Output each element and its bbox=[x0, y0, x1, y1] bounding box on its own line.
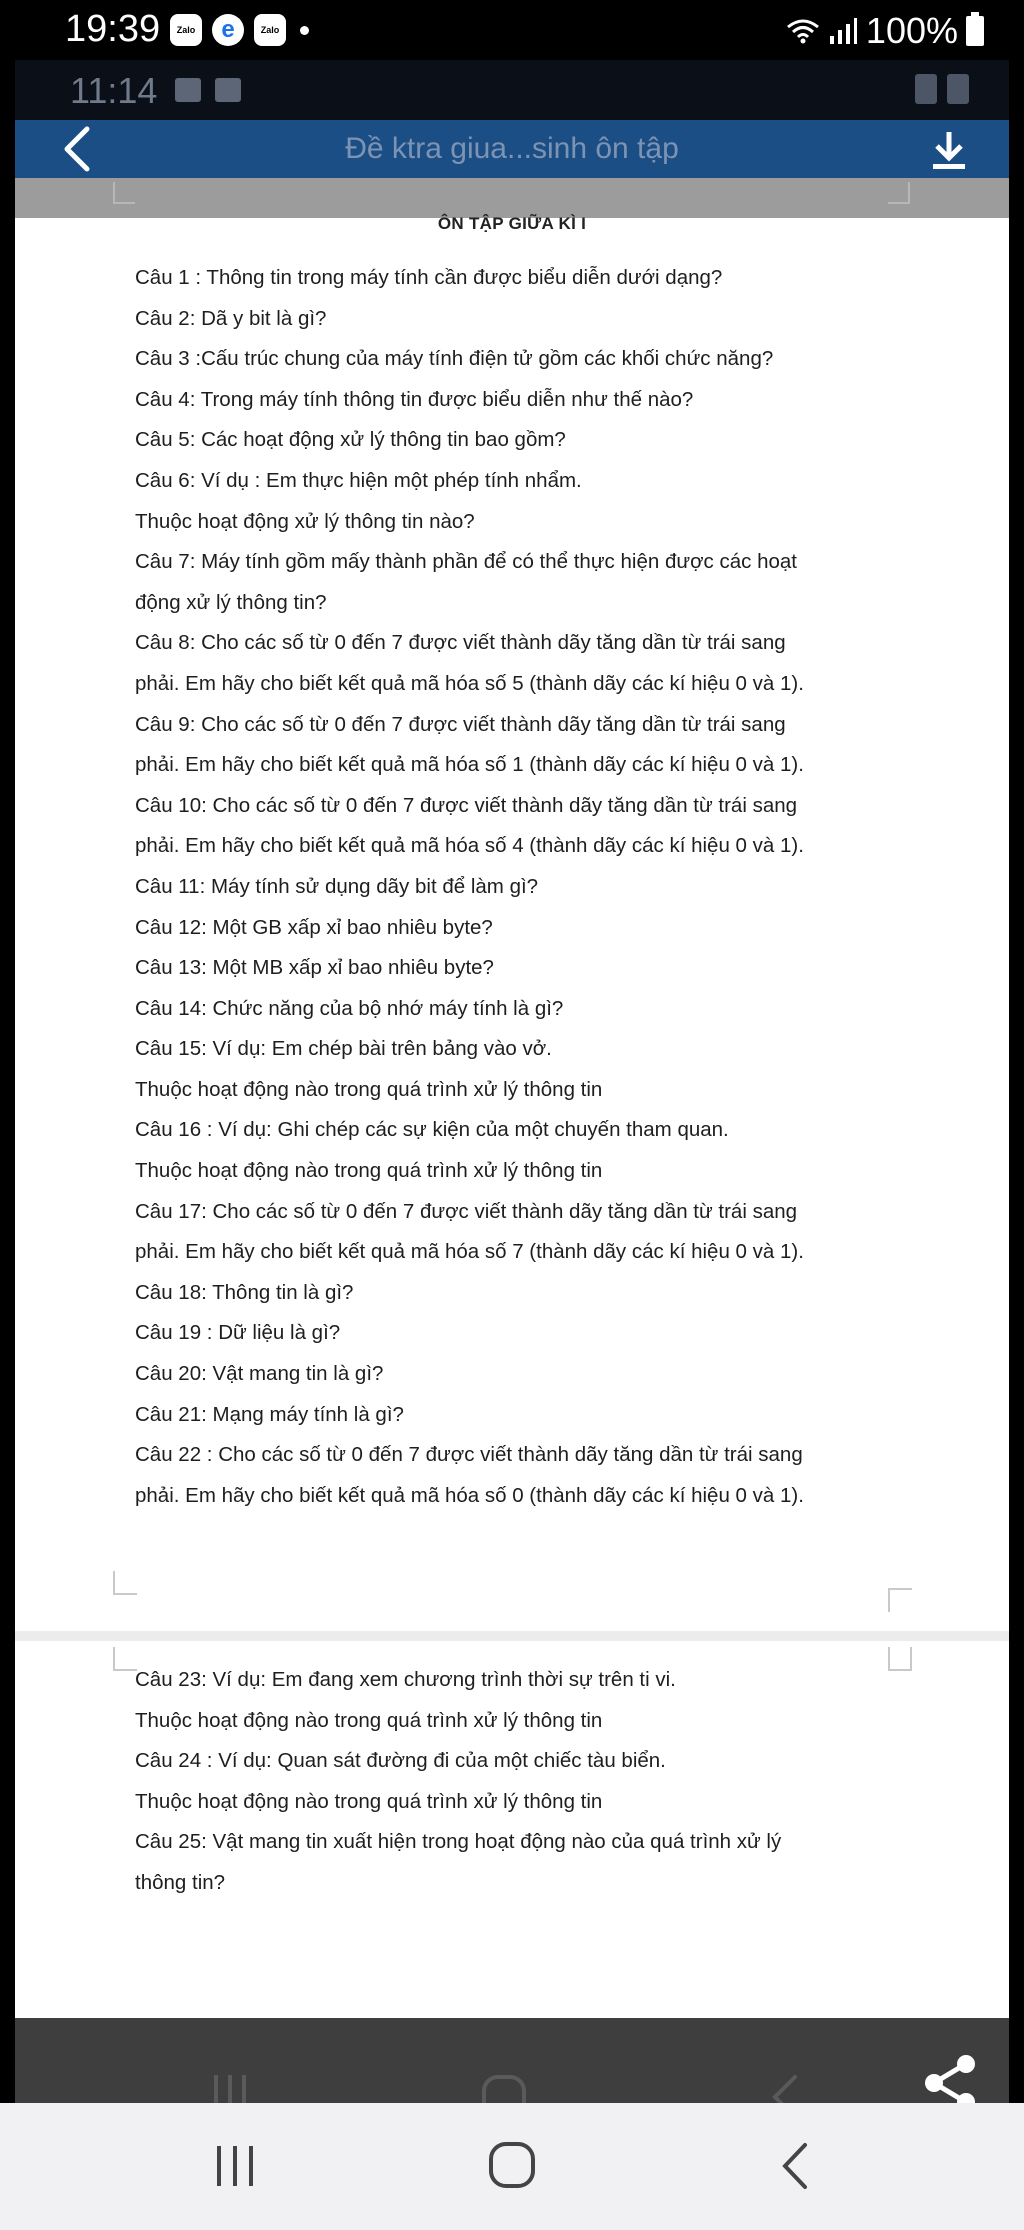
document-text-line: Câu 1 : Thông tin trong máy tính cần được biểu diễn dưới dạng? bbox=[135, 266, 723, 289]
document-text-line: phải. Em hãy cho biết kết quả mã hóa số 4 (thành dãy các kí hiệu 0 và 1). bbox=[135, 834, 804, 858]
navigation-bar bbox=[0, 2103, 1024, 2230]
inner-status-right bbox=[915, 74, 969, 104]
inner-status-bar bbox=[15, 60, 1009, 120]
document-text-line: Câu 2: Dã y bit là gì? bbox=[135, 306, 327, 330]
document-text-line: Câu 4: Trong máy tính thông tin được biểu diễn như thế nào? bbox=[135, 387, 694, 411]
inner-wifi-icon bbox=[915, 74, 937, 104]
document-text-line: Thuộc hoạt động nào trong quá trình xử lý thông tin bbox=[135, 1077, 603, 1101]
document-text-line: Câu 25: Vật mang tin xuất hiện trong hoạt động nào của quá trình xử lý bbox=[135, 1830, 782, 1854]
document-text-line: Thuộc hoạt động xử lý thông tin nào? bbox=[135, 509, 475, 533]
document-text-line: Câu 23: Ví dụ: Em đang xem chương trình thời sự trên ti vi. bbox=[135, 1668, 676, 1691]
more-notifications-dot-icon bbox=[300, 26, 309, 35]
document-title: Đề ktra giua...sinh ôn tập bbox=[345, 132, 679, 165]
status-right bbox=[786, 10, 984, 52]
page-separator bbox=[15, 1631, 1009, 1641]
document-text-line: phải. Em hãy cho biết kết quả mã hóa số 5 (thành dãy các kí hiệu 0 và 1). bbox=[135, 671, 804, 695]
recent-apps-icon[interactable] bbox=[205, 2141, 265, 2191]
zalo-notification-icon: Zalo bbox=[170, 14, 202, 46]
document-text-line: Câu 9: Cho các số từ 0 đến 7 được viết thành dãy tăng dần từ trái sang bbox=[135, 712, 786, 736]
document-heading: ÔN TẬP GIỮA KÌ I bbox=[437, 214, 587, 233]
document-text-line: Câu 22 : Cho các số từ 0 đến 7 được viết thành dãy tăng dần từ trái sang bbox=[135, 1443, 803, 1467]
document-text-line: Câu 20: Vật mang tin là gì? bbox=[135, 1362, 384, 1386]
page-2-text bbox=[135, 1660, 915, 1904]
status-bar bbox=[0, 0, 1024, 60]
crop-mark bbox=[888, 1588, 912, 1612]
battery-percent: 100% bbox=[865, 10, 958, 51]
document-text-line: Thuộc hoạt động nào trong quá trình xử lý thông tin bbox=[135, 1708, 603, 1732]
gallery-icon bbox=[175, 78, 201, 102]
document-text-line: Câu 16 : Ví dụ: Ghi chép các sự kiện của một chuyến tham quan. bbox=[135, 1118, 729, 1142]
document-text-line: động xử lý thông tin? bbox=[135, 590, 327, 614]
wifi-icon bbox=[786, 17, 820, 45]
page-1-text bbox=[135, 258, 915, 1516]
document-text-line: Câu 14: Chức năng của bộ nhớ máy tính là gì? bbox=[135, 996, 564, 1020]
document-text-line: Câu 24 : Ví dụ: Quan sát đường đi của một chiếc tàu biển. bbox=[135, 1749, 666, 1773]
document-text-line: phải. Em hãy cho biết kết quả mã hóa số 0 (thành dãy các kí hiệu 0 và 1). bbox=[135, 1483, 804, 1507]
home-icon[interactable] bbox=[482, 2141, 542, 2191]
document-page-1 bbox=[15, 214, 1009, 1631]
document-text-line: Thuộc hoạt động nào trong quá trình xử lý thông tin bbox=[135, 1789, 603, 1813]
apps-icon bbox=[215, 78, 241, 102]
document-text-line: Câu 21: Mạng máy tính là gì? bbox=[135, 1402, 404, 1426]
document-text-line: Câu 5: Các hoạt động xử lý thông tin bao gồm? bbox=[135, 428, 566, 452]
document-text-line: phải. Em hãy cho biết kết quả mã hóa số 1 (thành dãy các kí hiệu 0 và 1). bbox=[135, 753, 804, 777]
document-text-line: Câu 13: Một MB xấp xỉ bao nhiêu byte? bbox=[135, 956, 494, 980]
document-text-line: Câu 18: Thông tin là gì? bbox=[135, 1280, 354, 1304]
document-text-line: Câu 6: Ví dụ : Em thực hiện một phép tính nhẩm. bbox=[135, 468, 582, 492]
status-time: 19:39 bbox=[65, 8, 161, 50]
document-viewer-screenshot bbox=[15, 60, 1009, 2103]
document-text-line: Câu 8: Cho các số từ 0 đến 7 được viết thành dãy tăng dần từ trái sang bbox=[135, 631, 786, 655]
document-text-line: Câu 19 : Dữ liệu là gì? bbox=[135, 1321, 341, 1345]
app-bar bbox=[15, 120, 1009, 178]
crop-mark bbox=[113, 1647, 137, 1671]
inner-status-time: 11:14 bbox=[70, 70, 158, 111]
document-text-line: Thuộc hoạt động nào trong quá trình xử lý thông tin bbox=[135, 1159, 603, 1183]
crop-mark bbox=[888, 182, 910, 204]
document-text-line: Câu 10: Cho các số từ 0 đến 7 được viết thành dãy tăng dần từ trái sang bbox=[135, 793, 798, 817]
inner-notification-icons bbox=[175, 78, 241, 102]
document-text-line: Câu 11: Máy tính sử dụng dãy bit để làm gì? bbox=[135, 874, 539, 898]
download-icon[interactable] bbox=[927, 128, 971, 172]
notification-icons bbox=[170, 14, 309, 46]
signal-icon bbox=[828, 16, 858, 46]
page-top-margin bbox=[15, 178, 1009, 218]
crop-mark bbox=[113, 182, 135, 204]
back-icon[interactable] bbox=[765, 2141, 825, 2191]
document-text-line: Câu 15: Ví dụ: Em chép bài trên bảng vào vở. bbox=[135, 1037, 552, 1061]
zalo-notification-icon-2: Zalo bbox=[254, 14, 286, 46]
document-text-line: Câu 12: Một GB xấp xỉ bao nhiêu byte? bbox=[135, 915, 493, 939]
edge-notification-icon: e bbox=[212, 14, 244, 46]
document-text-line: thông tin? bbox=[135, 1870, 226, 1894]
document-text-line: Câu 3 :Cấu trúc chung của máy tính điện tử gồm các khối chức năng? bbox=[135, 347, 774, 371]
document-text-line: Câu 17: Cho các số từ 0 đến 7 được viết thành dãy tăng dần từ trái sang bbox=[135, 1199, 798, 1223]
inner-battery-icon bbox=[947, 74, 969, 104]
document-text-line: phải. Em hãy cho biết kết quả mã hóa số 7 (thành dãy các kí hiệu 0 và 1). bbox=[135, 1240, 804, 1264]
crop-mark bbox=[113, 1571, 137, 1595]
document-page-2 bbox=[15, 1641, 1009, 2018]
battery-icon bbox=[966, 16, 984, 46]
document-text-line: Câu 7: Máy tính gồm mấy thành phần để có thể thực hiện được các hoạt bbox=[135, 550, 797, 574]
